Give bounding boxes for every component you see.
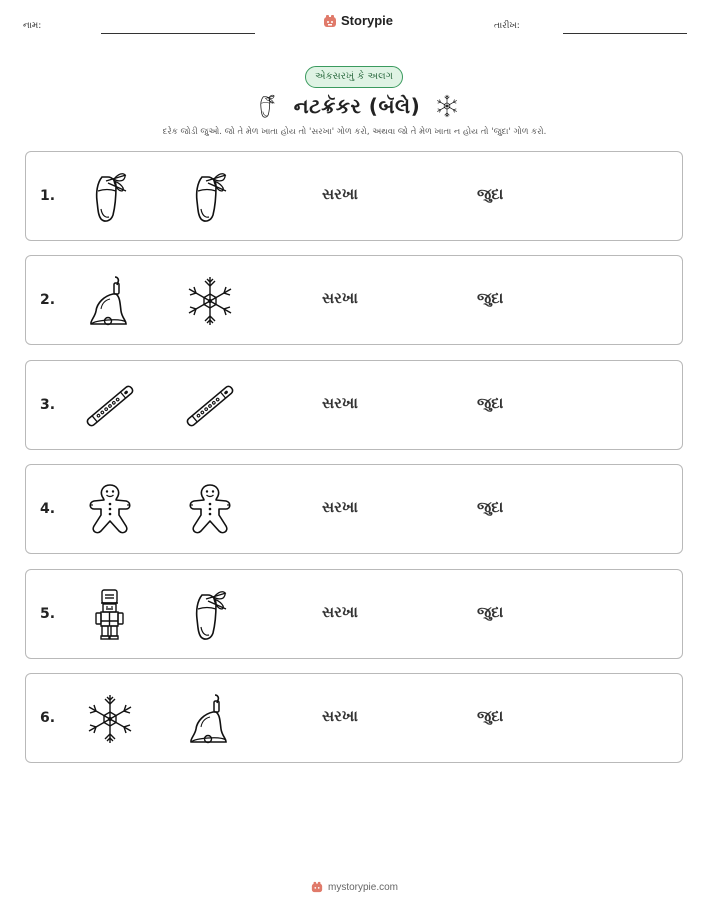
name-line[interactable] [101, 33, 255, 34]
question-row [25, 151, 683, 241]
same-option[interactable]: સરખા [322, 289, 358, 308]
question-number: 5. [40, 605, 56, 622]
different-option[interactable]: જુદા [477, 498, 504, 517]
different-option[interactable]: જુદા [477, 602, 504, 621]
question-row [25, 569, 683, 659]
question-number: 3. [40, 396, 56, 413]
question-number: 6. [40, 710, 56, 726]
bell-icon [182, 691, 238, 747]
question-number: 1. [40, 188, 56, 204]
name-label: નામ: [23, 21, 42, 31]
flute-icon [82, 378, 138, 434]
storypie-logo-icon [323, 14, 337, 28]
same-option[interactable]: સરખા [322, 498, 358, 517]
page-title [252, 89, 462, 123]
same-option[interactable]: સરખા [322, 707, 358, 725]
question-row [25, 255, 683, 345]
snowflake-icon [82, 691, 138, 747]
ballet-shoe-icon [82, 169, 138, 225]
different-option[interactable]: જુદા [477, 185, 504, 203]
question-row [25, 360, 683, 450]
different-option[interactable]: જુદા [477, 707, 504, 725]
snowflake-icon [434, 93, 460, 119]
question-row [25, 673, 683, 763]
category-tag: એકસરખું કે અલગ [305, 66, 403, 88]
footer-url: mystorypie.com [327, 881, 398, 893]
storypie-logo-icon [311, 881, 323, 893]
gingerbread-man-icon [182, 482, 238, 538]
ballet-shoe-icon [254, 93, 280, 119]
ballet-shoe-icon [182, 169, 238, 225]
title-text: નટક્રૅકર (બૅલે) [293, 94, 421, 118]
footer [0, 881, 709, 893]
date-label: તારીખ: [494, 21, 520, 31]
same-option[interactable]: સરખા [322, 602, 358, 621]
different-option[interactable]: જુદા [477, 393, 504, 412]
ballet-shoe-icon [182, 587, 238, 643]
date-line[interactable] [563, 33, 687, 34]
flute-icon [182, 378, 238, 434]
bell-icon [82, 273, 138, 329]
snowflake-icon [182, 273, 238, 329]
same-option[interactable]: સરખા [322, 393, 358, 412]
gingerbread-man-icon [82, 482, 138, 538]
question-number: 4. [40, 501, 56, 518]
question-row [25, 464, 683, 554]
different-option[interactable]: જુદા [477, 289, 504, 308]
brand-logo [323, 13, 393, 28]
instructions: દરેક જોડી જુઓ. જો તે મેળ ખાતા હોય તો 'સરખા' ગોળ કરો, અથવા જો તે મેળ ખાતા ન હોય તો 'જુદા' ગોળ કરો. [162, 127, 547, 137]
same-option[interactable]: સરખા [322, 185, 358, 203]
nutcracker-icon [82, 587, 138, 643]
question-number: 2. [40, 292, 56, 309]
brand-name: Storypie [341, 13, 394, 28]
